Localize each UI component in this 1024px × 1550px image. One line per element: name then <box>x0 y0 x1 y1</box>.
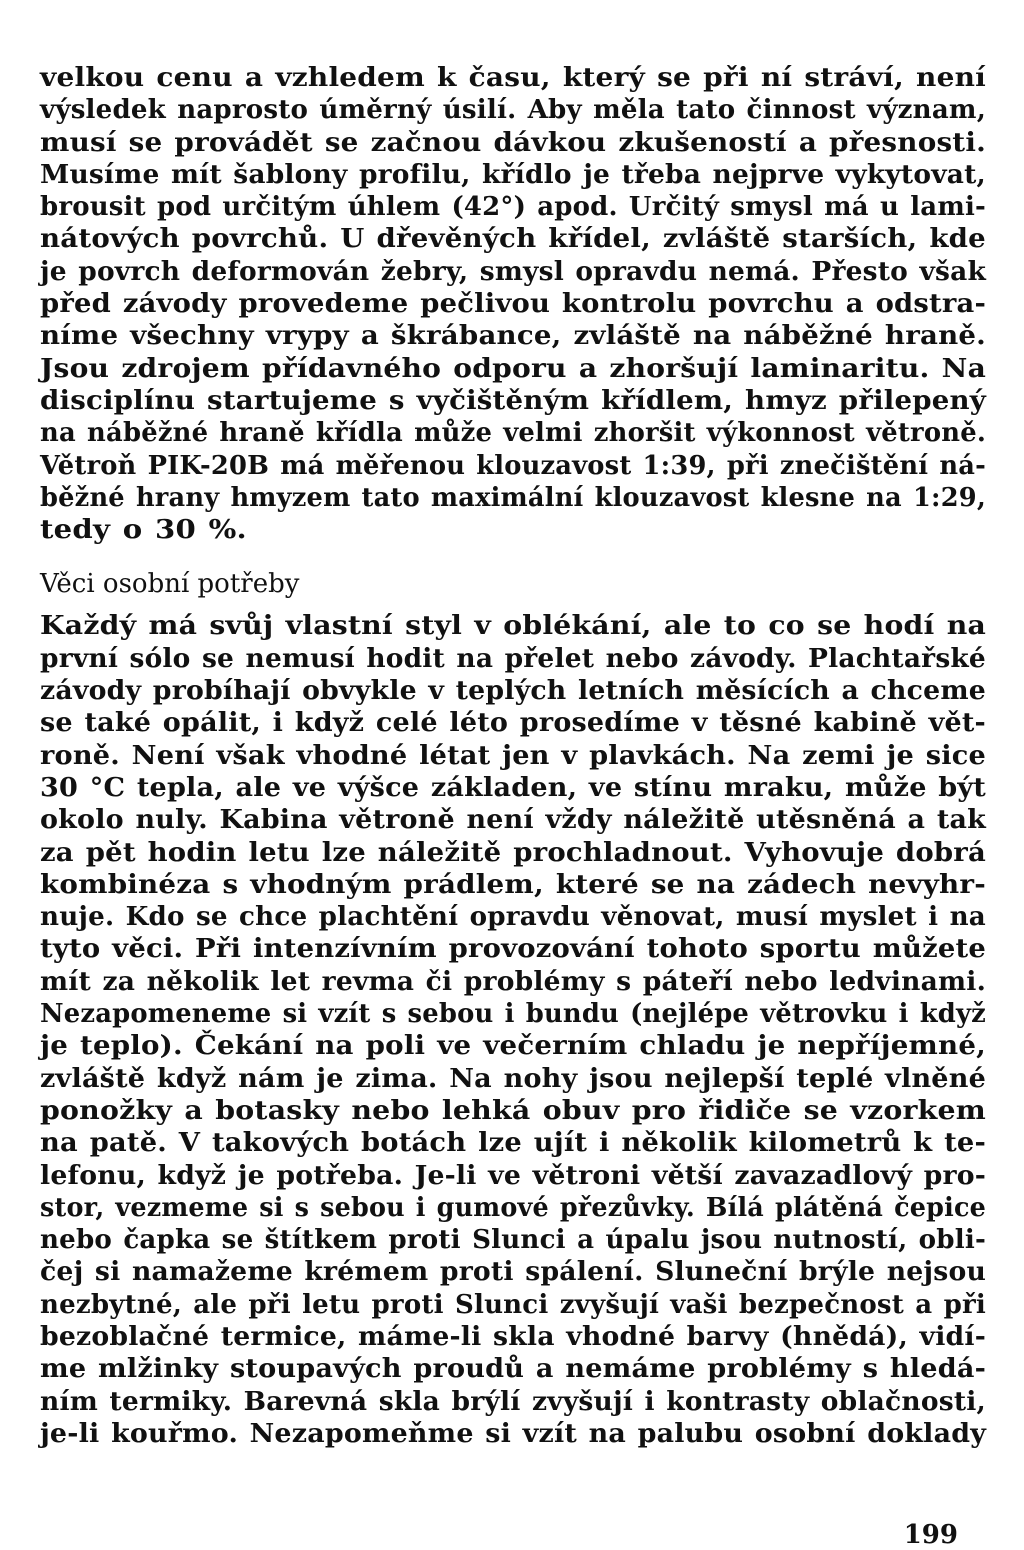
paragraph-line: je-li kouřmo. Nezapomeňme si vzít na palubu osobní doklady <box>40 1418 987 1449</box>
paragraph-line: 30 °C tepla, ale ve výšce základen, ve stínu mraku, může být <box>40 772 987 803</box>
paragraph-line: zvláště když nám je zima. Na nohy jsou nejlepší teplé vlněné <box>40 1063 986 1094</box>
paragraph-line: stor, vezmeme si s sebou i gumové přezůvky. Bílá plátěná čepice <box>40 1192 987 1223</box>
paragraph-line: Nezapomeneme si vzít s sebou i bundu (nejlépe větrovku i když <box>40 999 987 1030</box>
page-body <box>40 62 986 1450</box>
paragraph-line: disciplínu startujeme s vyčištěným křídlem, hmyz přilepený <box>40 385 987 416</box>
paragraph-line: nezbytné, ale při letu proti Slunci zvyšují vaši bezpečnost a při <box>40 1289 987 1320</box>
paragraph-line: výsledek naprosto úměrný úsilí. Aby měla tato činnost význam, <box>40 95 986 126</box>
paragraph-line: okolo nuly. Kabina větroně není vždy náležitě utěsněná a tak <box>40 805 986 836</box>
paragraph-line: níme všechny vrypy a škrábance, zvláště na náběžné hraně. <box>40 321 987 352</box>
paragraph-2 <box>40 610 986 1450</box>
section-heading: Věci osobní potřeby <box>40 569 300 600</box>
paragraph-line: Každý má svůj vlastní styl v oblékání, ale to co se hodí na <box>40 611 987 642</box>
paragraph-line: brousit pod určitým úhlem (42°) apod. Určitý smysl má u lami- <box>40 192 986 223</box>
paragraph-line: ponožky a botasky nebo lehká obuv pro řidiče se vzorkem <box>40 1095 986 1126</box>
paragraph-line: bezoblačné termice, máme-li skla vhodné barvy (hnědá), vidí- <box>40 1321 986 1352</box>
paragraph-line: tedy o 30 %. <box>40 515 247 546</box>
paragraph-line: Větroň PIK-20B má měřenou klouzavost 1:39, při znečištění ná- <box>40 450 986 481</box>
paragraph-line: je povrch deformován žebry, smysl opravdu nemá. Přesto však <box>40 256 987 287</box>
paragraph-line: nuje. Kdo se chce plachtění opravdu věnovat, musí myslet i na <box>40 902 986 933</box>
paragraph-line: lefonu, když je potřeba. Je-li ve větroni větší zavazadlový pro- <box>40 1160 987 1191</box>
paragraph-line: první sólo se nemusí hodit na přelet nebo závody. Plachtařské <box>40 643 986 674</box>
paragraph-line: před závody provedeme pečlivou kontrolu povrchu a odstra- <box>40 289 987 320</box>
paragraph-line: me mlžinky stoupavých proudů a nemáme problémy s hledá- <box>40 1354 987 1385</box>
paragraph-line: běžné hrany hmyzem tato maximální klouzavost klesne na 1:29, <box>40 482 986 513</box>
paragraph-line: mít za několik let revma či problémy s páteří nebo ledvinami. <box>40 966 987 997</box>
paragraph-line: na patě. V takových botách lze ujít i několik kilometrů k te- <box>40 1128 987 1159</box>
paragraph-line: čej si namažeme krémem proti spálení. Sluneční brýle nejsou <box>40 1257 987 1288</box>
paragraph-line: nebo čapka se štítkem proti Slunci a úpalu jsou nutností, obli- <box>40 1225 987 1256</box>
paragraph-line: tyto věci. Při intenzívním provozování tohoto sportu můžete <box>40 934 986 965</box>
paragraph-line: velkou cenu a vzhledem k času, který se při ní stráví, není <box>40 63 987 93</box>
paragraph-1 <box>40 62 986 546</box>
paragraph-line: se také opálit, i když celé léto prosedíme v těsné kabině vět- <box>40 708 986 739</box>
paragraph-line: závody probíhají obvykle v teplých letních měsících a chceme <box>40 676 986 707</box>
paragraph-line: na náběžné hraně křídla může velmi zhoršit výkonnost větroně. <box>40 418 987 449</box>
paragraph-line: Musíme mít šablony profilu, křídlo je třeba nejprve vykytovat, <box>40 159 986 190</box>
paragraph-line: za pět hodin letu lze náležitě prochladnout. Vyhovuje dobrá <box>40 837 986 868</box>
paragraph-line: roně. Není však vhodné létat jen v plavkách. Na zemi je sice <box>40 740 986 771</box>
paragraph-line: Jsou zdrojem přídavného odporu a zhoršují laminaritu. Na <box>40 353 987 384</box>
paragraph-line: nátových povrchů. U dřevěných křídel, zvláště starších, kde <box>40 224 986 255</box>
paragraph-line: musí se provádět se začnou dávkou zkušeností a přesnosti. <box>40 127 987 158</box>
page-number: 199 <box>903 1520 958 1550</box>
paragraph-line: ním termiky. Barevná skla brýlí zvyšují i kontrasty oblačnosti, <box>40 1386 986 1417</box>
paragraph-line: je teplo). Čekání na poli ve večerním chladu je nepříjemné, <box>40 1031 986 1062</box>
paragraph-line: kombinéza s vhodným prádlem, které se na zádech nevyhr- <box>40 869 986 900</box>
